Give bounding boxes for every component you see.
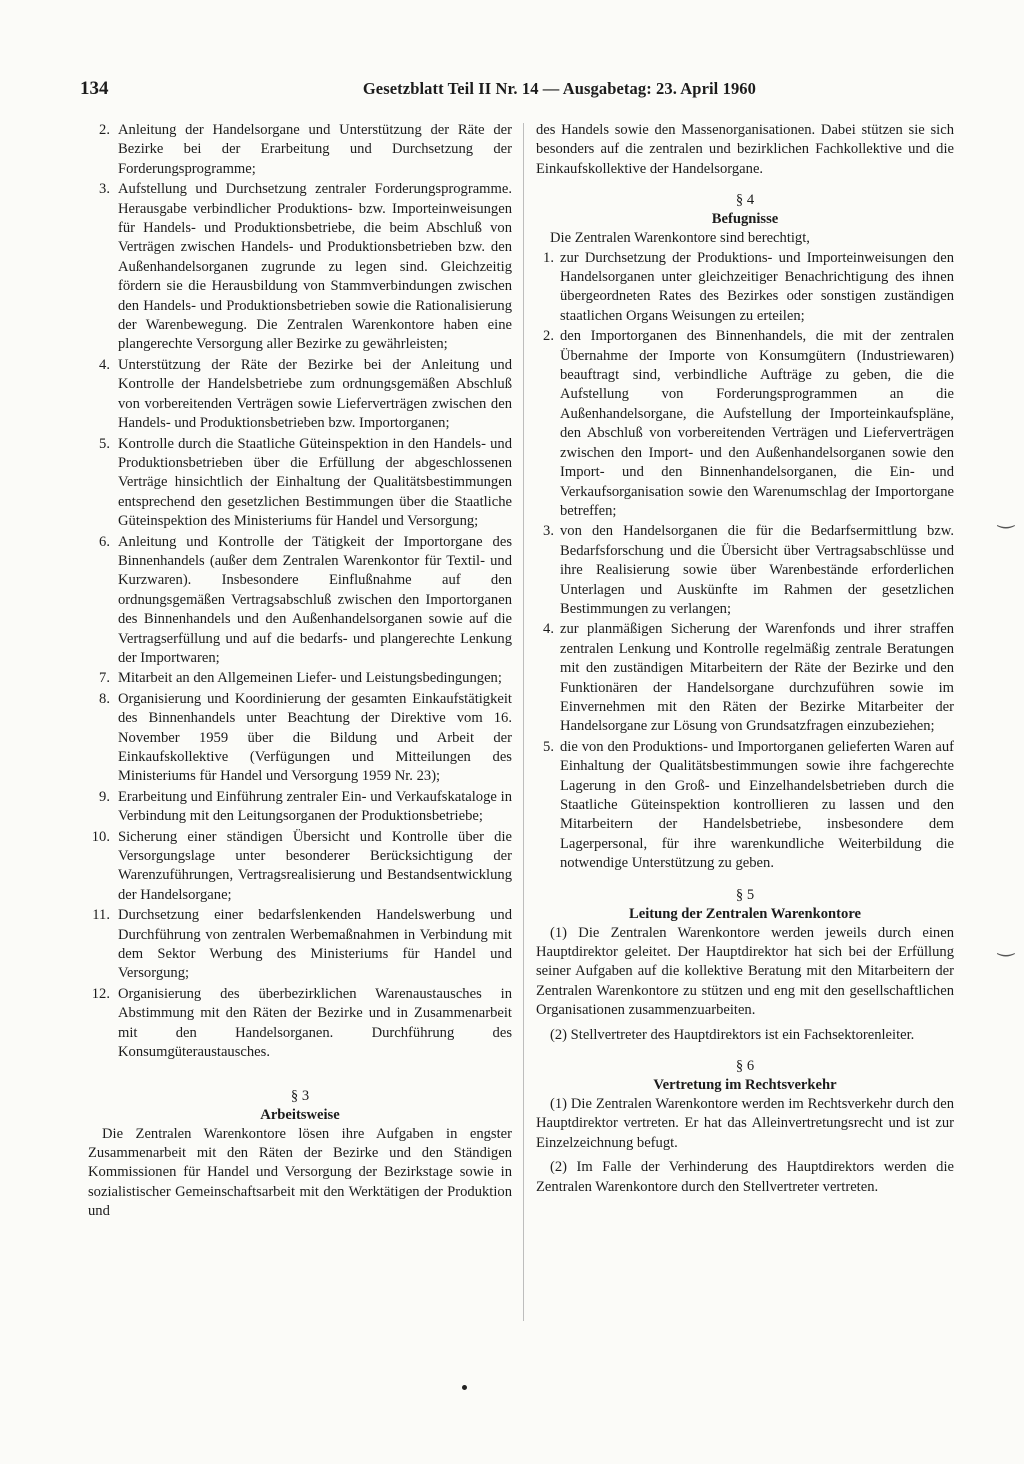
- column-divider: [523, 123, 524, 1321]
- item-number: 9.: [99, 788, 110, 805]
- item-text: die von den Produktions- und Importorganen gelieferten Waren auf Einhaltung der Qualitätsbestimmungen sowie ihre fachgerechte Lagerung in den Groß- und Einzelhandelsbetrieben durch die Staatliche Güteinspektion kontrollieren zu lassen und den Mitarbeitern der Handelsbetriebe, insbesondere dem Lagerpersonal, für ihre warenkundliche Weiterbildung die notwendige Unterstützung zu geben.: [560, 738, 954, 872]
- item-number: 4.: [543, 621, 554, 638]
- running-head: Gesetzblatt Teil II Nr. 14 — Ausgabetag: 23. April 1960: [362, 79, 756, 98]
- margin-mark: ‿: [997, 507, 1014, 529]
- section-6-paragraph-1: (1) Die Zentralen Warenkontore werden im Rechtsverkehr durch den Hauptdirektor vertreten. Er hat das Alleinvertretungsrecht und ist zur Einzelzeichnung befugt.: [536, 1096, 954, 1151]
- item-number: 3.: [543, 523, 554, 540]
- list-item: [536, 620, 954, 736]
- item-text: Durchsetzung einer bedarfslenkenden Handelswerbung und Durchführung von zentralen Werbemaßnahmen in Verbindung mit dem Sektor Werbung des Ministeriums für Handel und Versorgung;: [118, 907, 512, 982]
- item-number: 5.: [543, 738, 554, 755]
- section-5-title: Leitung der Zentralen Warenkontore: [628, 905, 862, 922]
- item-number: 7.: [99, 670, 110, 687]
- section-3-number: § 3: [290, 1087, 310, 1104]
- list-item: [536, 522, 954, 619]
- item-text: Organisierung des überbezirklichen Warenaustausches in Abstimmung mit den Räten der Bezirke und in Zusammenarbeit mit den Handelsorganen. Durchführung des Konsumgüteraustausches.: [118, 985, 512, 1061]
- list-item: [536, 249, 954, 327]
- list-item: [536, 327, 954, 521]
- section-6-number: § 6: [735, 1058, 755, 1075]
- item-text: Sicherung einer ständigen Übersicht und Kontrolle über die Versorgungslage unter besonderer Berücksichtigung der Warenzuführungen, Vertragsrealisierung und Bestandsentwicklung der Handelsorgane;: [118, 828, 512, 903]
- list-item: [536, 738, 954, 874]
- section-3-title: Arbeitsweise: [260, 1106, 340, 1123]
- item-text: Erarbeitung und Einführung zentraler Ein- und Verkaufskataloge in Verbindung mit den Leitungsorganen der Produktionsbetriebe;: [118, 788, 512, 825]
- item-number: 12.: [91, 985, 110, 1002]
- item-text: Aufstellung und Durchsetzung zentraler Forderungsprogramme. Herausgabe verbindlicher Produktions- bzw. Importeinweisungen für Handels- und Produktionsbetriebe, die beim Abschluß von Verträgen zwischen Handels- und Produktionsbetrieben bzw. den Außenhandelsorganen zugrunde zu legen sind. Gleichzeitig fördern sie die Herausbildung von Stammverbindungen zwischen den Handels- und Produktionsbetrieben sowie die Rationalisierung der Warenbewegung. Die Zentralen Warenkontore haben eine plangerechte Versorgung aller Bezirke zu gewährleisten;: [118, 181, 512, 353]
- section-5-paragraph-2: (2) Stellvertreter des Hauptdirektors ist ein Fachsektorenleiter.: [550, 1026, 915, 1043]
- item-text: Unterstützung der Räte der Bezirke bei der Anleitung und Kontrolle der Handelsbetriebe zum ordnungsgemäßen Abschluß von vorbereitenden Verträgen sowie Lieferverträgen zwischen den Handels- und Produktionsbetrieben bzw. Importorganen;: [118, 356, 512, 432]
- continuation-text: des Handels sowie den Massenorganisationen. Dabei stützen sie sich besonders auf die zentralen und bezirklichen Fachkollektive und die Einkaufskollektive der Handelsorgane.: [536, 122, 954, 177]
- list-item: [88, 985, 512, 1063]
- item-text: Organisierung und Koordinierung der gesamten Einkaufstätigkeit des Binnenhandels unter Beachtung der Direktive vom 16. November 1959 über die Bildung und Arbeit der Einkaufskollektive (Verfügungen und Mitteilungen des Ministeriums für Handel und Versorgung 1959 Nr. 23);: [118, 690, 512, 785]
- section-6-paragraph-2: (2) Im Falle der Verhinderung des Hauptdirektors werden die Zentralen Warenkontore durch den Stellvertreter vertreten.: [536, 1159, 954, 1195]
- item-number: 5.: [99, 435, 110, 452]
- item-text: Anleitung der Handelsorgane und Unterstützung der Räte der Bezirke bei der Erarbeitung und Durchsetzung der Forderungsprogramme;: [118, 122, 512, 177]
- page-dot: [462, 1385, 467, 1390]
- list-item: [88, 435, 512, 532]
- item-text: von den Handelsorganen die für die Bedarfsermittlung bzw. Bedarfsforschung und die Übersicht über Vertragsabschlüsse und ihre Realisierung sowie über Warenbestände erforderlichen Unterlagen und Auskünfte im Rahmen der gesetzlichen Bestimmungen zu verlangen;: [560, 523, 954, 617]
- section-3-text: Die Zentralen Warenkontore lösen ihre Aufgaben in engster Zusammenarbeit mit den Räten der Bezirke und den Ständigen Kommissionen für Handel und Versorgung der Bezirkstage sowie in sozialistischer Gemeinschaftsarbeit mit den Werktätigen der Produktion und: [88, 1125, 512, 1220]
- list-item: [88, 356, 512, 434]
- list-item: [88, 906, 512, 984]
- item-text: Mitarbeit an den Allgemeinen Liefer- und Leistungsbedingungen;: [118, 670, 502, 687]
- item-number: 4.: [99, 356, 110, 373]
- item-number: 6.: [99, 533, 110, 550]
- item-number: 11.: [92, 907, 110, 924]
- section-4-title: Befugnisse: [711, 211, 779, 228]
- list-item: [88, 180, 512, 355]
- section-4-intro: Die Zentralen Warenkontore sind berechtigt,: [550, 230, 810, 247]
- list-item: [88, 828, 512, 906]
- item-text: Anleitung und Kontrolle der Tätigkeit der Importorgane des Binnenhandels (außer dem Zentralen Warenkontor für Textil- und Kurzwaren). Insbesondere Einflußnahme auf den ordnungsgemäßen Vertragsabschluß zwischen den Importorganen des Binnenhandels und den Außenhandelsorganen sowie auf die Vertragserfüllung und auf die bedarfs- und plangerechte Lenkung der Importwaren;: [118, 533, 512, 666]
- page-header: [80, 78, 756, 108]
- list-item: [88, 533, 512, 669]
- list-item: [88, 121, 512, 179]
- section-4-number: § 4: [735, 192, 755, 209]
- item-text: Kontrolle durch die Staatliche Güteinspektion in den Handels- und Produktionsbetrieben über die Erfüllung der abgeschlossenen Verträge hinsichtlich der Einhaltung der Qualitätsbestimmungen entsprechend den gesetzlichen Bestimmungen über die Staatliche Güteinspektion des Ministeriums für Handel und Versorgung;: [118, 435, 512, 530]
- item-text: zur Durchsetzung der Produktions- und Importeinweisungen den Handelsorganen unter gleichzeitiger Benachrichtigung des ihnen übergeordneten Rates des Bezirkes oder sonstigen zuständigen staatlichen Organs Weisungen zu erteilen;: [560, 249, 954, 324]
- margin-mark: ‿: [997, 935, 1014, 957]
- item-number: 3.: [99, 181, 110, 198]
- item-number: 10.: [91, 828, 110, 845]
- item-text: zur planmäßigen Sicherung der Warenfonds und ihrer straffen zentralen Lenkung und Kontrolle regelmäßig zentrale Beratungen mit den zuständigen Mitarbeitern der Räte der Bezirke und den Funktionären der Handelsorgane durchzuführen sowie im Einvernehmen mit den Räten der Bezirke Mitarbeiter der Handelsorgane zur Lösung von Grundsatzfragen einzubeziehen;: [560, 621, 954, 735]
- section-5-number: § 5: [735, 886, 755, 903]
- item-number: 1.: [543, 249, 554, 266]
- section-5-paragraph-1: (1) Die Zentralen Warenkontore werden jeweils durch einen Hauptdirektor geleitet. Der Hauptdirektor hat sich bei der Erfüllung seiner Aufgaben auf die kollektive Beratung mit den Mitarbeitern der Zentralen Warenkontore zu stützen und eng mit den gesellschaftlichen Organisationen zusammenzuarbeiten.: [536, 924, 954, 1019]
- list-item: [88, 669, 512, 688]
- item-text: den Importorganen des Binnenhandels, die mit der zentralen Übernahme der Importe von Konsumgütern (Industriewaren) beauftragt sind, verbindliche Aufträge zu geben, die die Aufstellung von Forderungsprogrammen an die Außenhandelsorgane, die Aufstellung der Importeinkaufspläne, den Abschluß von vorbereitenden Verträgen und Lieferverträgen zwischen den Import- und den Außenhandelsorganen sowie den Import- und den Binnenhandelsorganen, die Ein- und Verkaufsorganisation sowie den Warenumschlag der Importorgane betreffen;: [560, 328, 954, 519]
- item-number: 2.: [543, 328, 554, 345]
- list-item: [88, 788, 512, 827]
- left-column: [88, 121, 512, 1222]
- item-number: 2.: [99, 122, 110, 138]
- right-column: [536, 121, 954, 1197]
- section-6-title: Vertretung im Rechtsverkehr: [653, 1077, 837, 1094]
- item-number: 8.: [99, 690, 110, 707]
- list-item: [88, 690, 512, 787]
- page-number: 134: [80, 78, 109, 99]
